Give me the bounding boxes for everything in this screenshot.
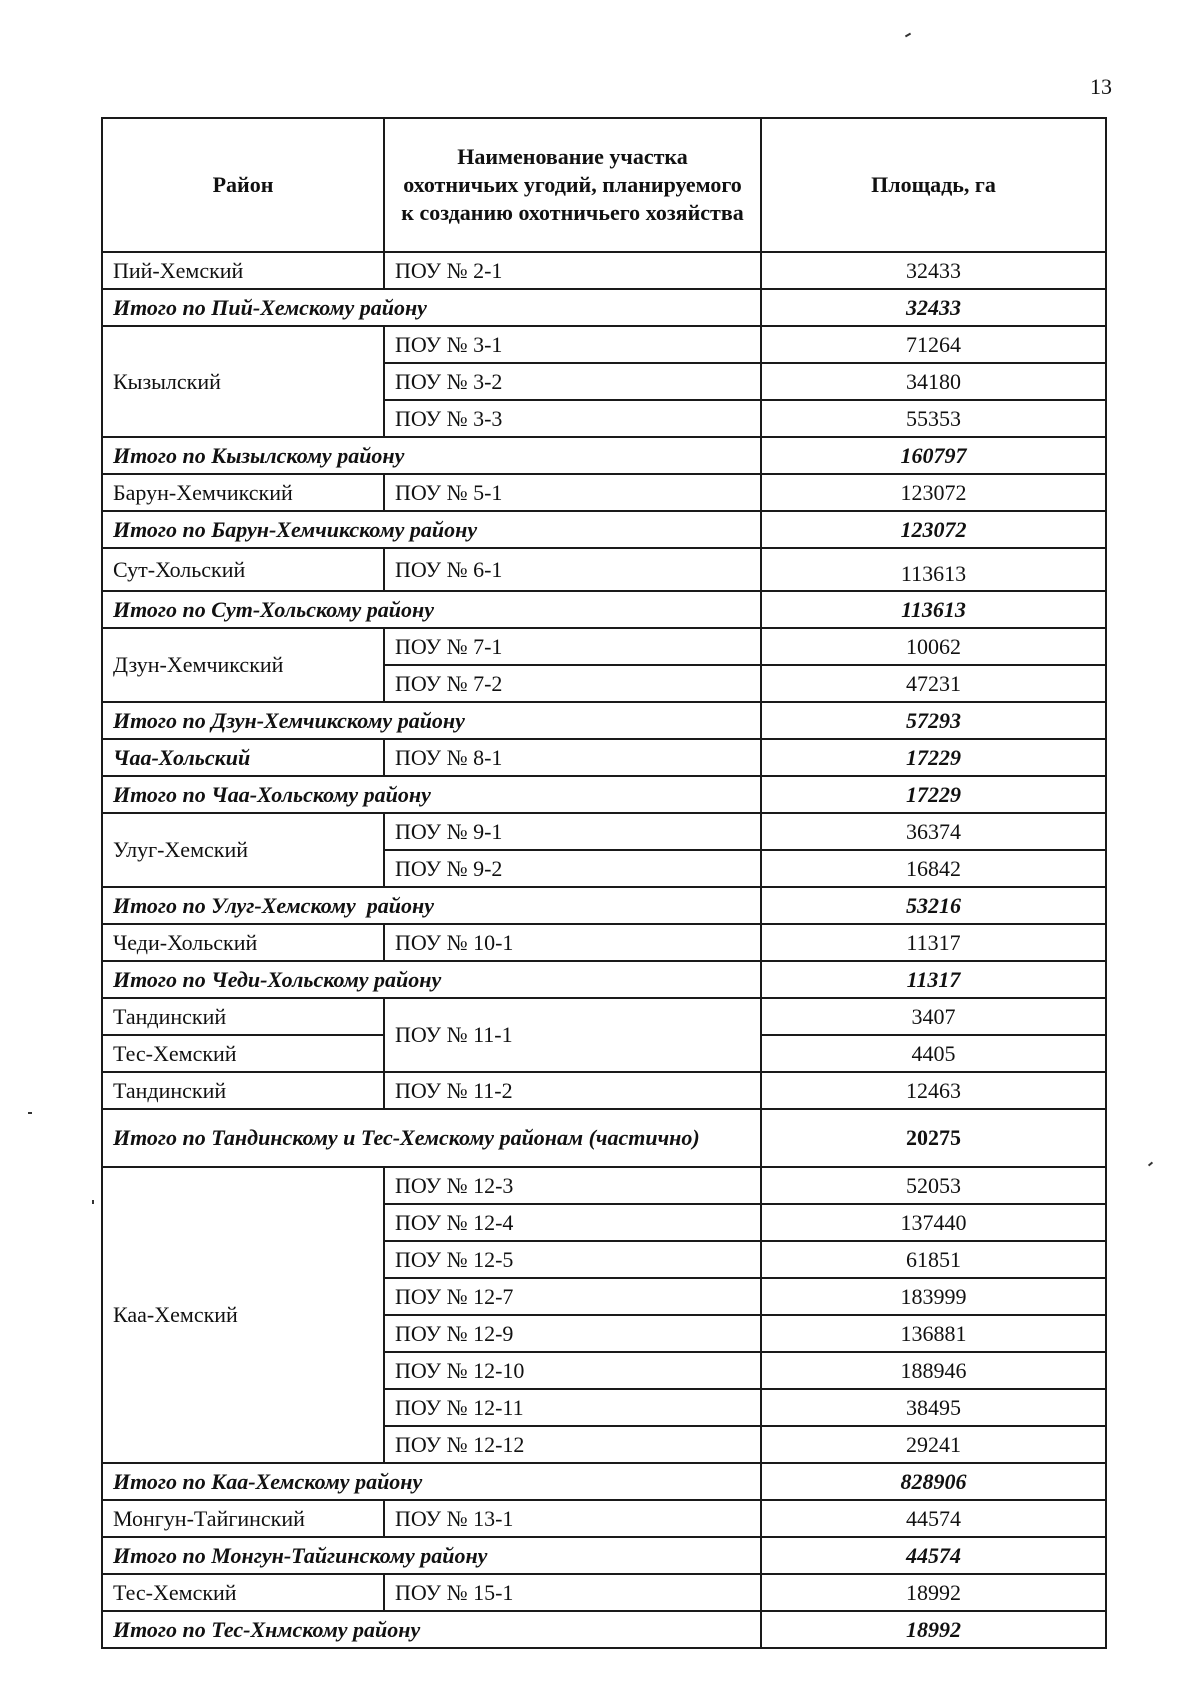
plot-cell: ПОУ № 12-12 [384, 1426, 761, 1463]
area-cell: 34180 [761, 363, 1106, 400]
total-row [102, 437, 1106, 474]
district-cell: Пий-Хемский [102, 252, 384, 289]
total-label: Итого по Сут-Хольскому району [102, 591, 761, 628]
plot-cell: ПОУ № 9-2 [384, 850, 761, 887]
total-row [102, 591, 1106, 628]
table-row [102, 628, 1106, 665]
district-cell: Тандинский [102, 1072, 384, 1109]
total-row [102, 289, 1106, 326]
total-area: 160797 [761, 437, 1106, 474]
plot-cell: ПОУ № 12-3 [384, 1167, 761, 1204]
total-row [102, 1611, 1106, 1648]
area-cell: 29241 [761, 1426, 1106, 1463]
area-cell: 38495 [761, 1389, 1106, 1426]
total-row [102, 1537, 1106, 1574]
total-area: 113613 [761, 591, 1106, 628]
district-cell: Кызылский [102, 326, 384, 437]
plot-cell: ПОУ № 11-2 [384, 1072, 761, 1109]
total-area: 20275 [761, 1109, 1106, 1167]
plot-cell: ПОУ № 15-1 [384, 1574, 761, 1611]
district-cell: Чеди-Хольский [102, 924, 384, 961]
plot-cell: ПОУ № 3-3 [384, 400, 761, 437]
plot-cell: ПОУ № 12-10 [384, 1352, 761, 1389]
plot-cell: ПОУ № 7-2 [384, 665, 761, 702]
plot-cell: ПОУ № 3-1 [384, 326, 761, 363]
table-row [102, 739, 1106, 776]
district-cell: Каа-Хемский [102, 1167, 384, 1463]
plot-cell: ПОУ № 2-1 [384, 252, 761, 289]
total-area: 123072 [761, 511, 1106, 548]
area-cell: 52053 [761, 1167, 1106, 1204]
plot-cell: ПОУ № 12-9 [384, 1315, 761, 1352]
area-cell: 4405 [761, 1035, 1106, 1072]
area-cell: 123072 [761, 474, 1106, 511]
scan-speck [28, 1112, 32, 1114]
table-row [102, 326, 1106, 363]
table-row [102, 1500, 1106, 1537]
district-cell: Сут-Хольский [102, 548, 384, 591]
total-label: Итого по Пий-Хемскому району [102, 289, 761, 326]
total-area: 32433 [761, 289, 1106, 326]
plot-cell: ПОУ № 12-4 [384, 1204, 761, 1241]
area-cell: 36374 [761, 813, 1106, 850]
scan-speck [1148, 1162, 1153, 1167]
area-cell: 136881 [761, 1315, 1106, 1352]
total-row [102, 776, 1106, 813]
total-row [102, 1463, 1106, 1500]
total-label: Итого по Монгун-Тайгинскому району [102, 1537, 761, 1574]
plot-cell: ПОУ № 13-1 [384, 1500, 761, 1537]
total-label: Итого по Чаа-Хольскому району [102, 776, 761, 813]
scan-speck [905, 33, 911, 38]
table-header-row [102, 118, 1106, 252]
district-cell: Монгун-Тайгинский [102, 1500, 384, 1537]
total-label: Итого по Чеди-Хольскому району [102, 961, 761, 998]
page-number: 13 [1090, 74, 1112, 99]
total-row [102, 511, 1106, 548]
table-row [102, 998, 1106, 1035]
table-row [102, 813, 1106, 850]
area-cell: 113613 [761, 548, 1106, 591]
total-row [102, 961, 1106, 998]
total-label: Итого по Улуг-Хемскому району [102, 887, 761, 924]
area-cell: 47231 [761, 665, 1106, 702]
total-label: Итого по Дзун-Хемчикскому району [102, 702, 761, 739]
scan-speck [92, 1200, 94, 1204]
area-cell: 44574 [761, 1500, 1106, 1537]
area-cell: 12463 [761, 1072, 1106, 1109]
area-cell: 55353 [761, 400, 1106, 437]
district-cell: Улуг-Хемский [102, 813, 384, 887]
area-cell: 10062 [761, 628, 1106, 665]
plot-cell: ПОУ № 11-1 [384, 998, 761, 1072]
plot-cell: ПОУ № 12-7 [384, 1278, 761, 1315]
total-label: Итого по Каа-Хемскому району [102, 1463, 761, 1500]
area-cell: 183999 [761, 1278, 1106, 1315]
area-cell: 11317 [761, 924, 1106, 961]
total-label: Итого по Тес-Хнмскому району [102, 1611, 761, 1648]
plot-cell: ПОУ № 8-1 [384, 739, 761, 776]
district-cell: Барун-Хемчикский [102, 474, 384, 511]
total-label: Итого по Тандинскому и Тес-Хемскому районам (частично) [102, 1109, 761, 1167]
area-cell: 17229 [761, 739, 1106, 776]
total-area: 53216 [761, 887, 1106, 924]
plot-cell: ПОУ № 3-2 [384, 363, 761, 400]
total-area: 828906 [761, 1463, 1106, 1500]
table-row [102, 924, 1106, 961]
plot-cell: ПОУ № 12-5 [384, 1241, 761, 1278]
plot-cell: ПОУ № 10-1 [384, 924, 761, 961]
district-cell: Дзун-Хемчикский [102, 628, 384, 702]
table-row [102, 474, 1106, 511]
total-label: Итого по Кызылскому району [102, 437, 761, 474]
hunting-grounds-table [101, 117, 1107, 1649]
plot-cell: ПОУ № 12-11 [384, 1389, 761, 1426]
total-area: 18992 [761, 1611, 1106, 1648]
area-cell: 71264 [761, 326, 1106, 363]
plot-cell: ПОУ № 7-1 [384, 628, 761, 665]
header-district: Район [102, 118, 384, 252]
total-area: 11317 [761, 961, 1106, 998]
total-row [102, 702, 1106, 739]
area-cell: 61851 [761, 1241, 1106, 1278]
plot-cell: ПОУ № 5-1 [384, 474, 761, 511]
total-area: 57293 [761, 702, 1106, 739]
table-row [102, 548, 1106, 591]
total-row [102, 1109, 1106, 1167]
header-area: Площадь, га [761, 118, 1106, 252]
area-cell: 18992 [761, 1574, 1106, 1611]
plot-cell: ПОУ № 6-1 [384, 548, 761, 591]
total-area: 17229 [761, 776, 1106, 813]
total-row [102, 887, 1106, 924]
plot-cell: ПОУ № 9-1 [384, 813, 761, 850]
district-cell: Тес-Хемский [102, 1035, 384, 1072]
table-row [102, 1574, 1106, 1611]
total-label: Итого по Барун-Хемчикскому району [102, 511, 761, 548]
district-cell: Тандинский [102, 998, 384, 1035]
district-cell: Тес-Хемский [102, 1574, 384, 1611]
area-cell: 32433 [761, 252, 1106, 289]
table-row [102, 252, 1106, 289]
header-plot-name: Наименование участка охотничьих угодий, планируемого к созданию охотничьего хозяйства [384, 118, 761, 252]
area-cell: 3407 [761, 998, 1106, 1035]
area-cell: 16842 [761, 850, 1106, 887]
district-cell: Чаа-Хольский [102, 739, 384, 776]
total-area: 44574 [761, 1537, 1106, 1574]
area-cell: 188946 [761, 1352, 1106, 1389]
area-cell: 137440 [761, 1204, 1106, 1241]
table-row [102, 1072, 1106, 1109]
table-row [102, 1167, 1106, 1204]
